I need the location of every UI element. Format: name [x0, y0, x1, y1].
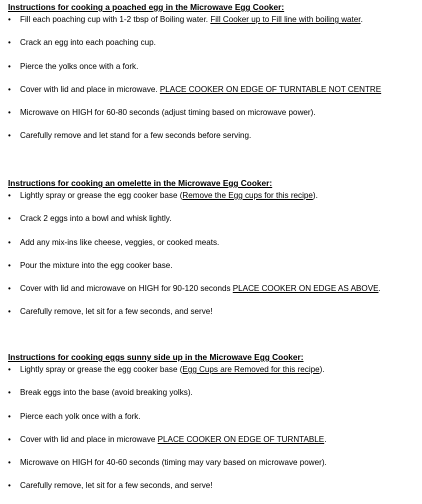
bullet-icon: •: [8, 131, 11, 141]
step-text: Lightly spray or grease the egg cooker base (: [20, 191, 183, 200]
list-item: [8, 307, 418, 317]
list-item: [8, 435, 418, 445]
step-text: Cover with lid and place in microwave: [20, 434, 158, 444]
step-text: Carefully remove, let sit for a few seconds, and serve!: [20, 481, 213, 491]
list-item: [8, 412, 418, 422]
list-item: [8, 458, 418, 468]
bullet-icon: •: [8, 481, 11, 491]
step-text: Carefully remove and let stand for a few seconds before serving.: [20, 131, 252, 141]
step-note: Egg Cups are Removed for this recipe: [182, 365, 320, 374]
step-text: Pierce each yolk once with a fork.: [20, 411, 141, 421]
section-title: Instructions for cooking a poached egg in the Microwave Egg Cooker:: [8, 2, 285, 12]
section-omelette: [8, 178, 418, 317]
bullet-icon: •: [8, 191, 11, 200]
list-item: [8, 214, 418, 224]
step-suffix: .: [360, 15, 363, 24]
bullet-icon: •: [8, 108, 11, 118]
bullet-icon: •: [8, 411, 11, 421]
list-item: [8, 261, 418, 271]
bullet-icon: •: [8, 307, 11, 317]
section-poached-egg: [8, 2, 418, 141]
bullet-icon: •: [8, 237, 11, 247]
bullet-icon: •: [8, 15, 11, 24]
list-item: [8, 108, 418, 118]
steps-list: [8, 191, 418, 317]
bullet-icon: •: [8, 458, 11, 468]
step-note: Fill Cooker up to Fill line with boiling water: [210, 15, 361, 24]
step-text: Pour the mixture into the egg cooker base.: [20, 260, 173, 270]
step-suffix: .: [324, 434, 327, 444]
list-item: [8, 131, 418, 141]
step-suffix: ).: [319, 365, 325, 374]
section-title: Instructions for cooking an omelette in the Microwave Egg Cooker:: [8, 178, 273, 188]
bullet-icon: •: [8, 284, 11, 294]
bullet-icon: •: [8, 214, 11, 224]
bullet-icon: •: [8, 61, 11, 71]
section-title: Instructions for cooking eggs sunny side up in the Microwave Egg Cooker:: [8, 352, 304, 362]
list-item: [8, 365, 418, 375]
bullet-icon: •: [8, 38, 11, 48]
step-text: Cover with lid and place in microwave.: [20, 84, 160, 94]
bullet-icon: •: [8, 434, 11, 444]
step-text: Crack an egg into each poaching cup.: [20, 38, 156, 48]
list-item: [8, 481, 418, 491]
bullet-icon: •: [8, 84, 11, 94]
step-text: Break eggs into the base (avoid breaking yolks).: [20, 388, 193, 398]
step-text: Pierce the yolks once with a fork.: [20, 61, 139, 71]
step-note: PLACE COOKER ON EDGE AS ABOVE: [232, 284, 379, 294]
list-item: [8, 191, 418, 201]
bullet-icon: •: [8, 365, 11, 374]
step-text: Lightly spray or grease the egg cooker base (: [20, 365, 183, 374]
step-text: Microwave on HIGH for 60-80 seconds (adjust timing based on microwave power).: [20, 108, 316, 118]
list-item: [8, 284, 418, 294]
step-text: Add any mix-ins like cheese, veggies, or cooked meats.: [20, 237, 220, 247]
bullet-icon: •: [8, 388, 11, 398]
list-item: [8, 238, 418, 248]
step-note: PLACE COOKER ON EDGE OF TURNTABLE: [157, 434, 325, 444]
step-note: PLACE COOKER ON EDGE OF TURNTABLE NOT CENTRE: [159, 84, 382, 94]
steps-list: [8, 15, 418, 141]
list-item: [8, 15, 418, 25]
list-item: [8, 62, 418, 72]
step-text: Crack 2 eggs into a bowl and whisk lightly.: [20, 214, 172, 224]
step-text: Fill each poaching cup with 1-2 tbsp of Boiling water.: [20, 15, 211, 24]
step-note: Remove the Egg cups for this recipe: [182, 191, 313, 200]
list-item: [8, 388, 418, 398]
list-item: [8, 38, 418, 48]
bullet-icon: •: [8, 260, 11, 270]
step-suffix: .: [378, 284, 381, 294]
step-text: Cover with lid and microwave on HIGH for 90-120 seconds: [20, 284, 233, 294]
steps-list: [8, 365, 418, 491]
list-item: [8, 85, 418, 95]
step-text: Carefully remove, let sit for a few seconds, and serve!: [20, 307, 213, 317]
step-suffix: ).: [312, 191, 318, 200]
step-text: Microwave on HIGH for 40-60 seconds (timing may vary based on microwave power).: [20, 458, 327, 468]
section-sunny-side-up: [8, 352, 418, 491]
